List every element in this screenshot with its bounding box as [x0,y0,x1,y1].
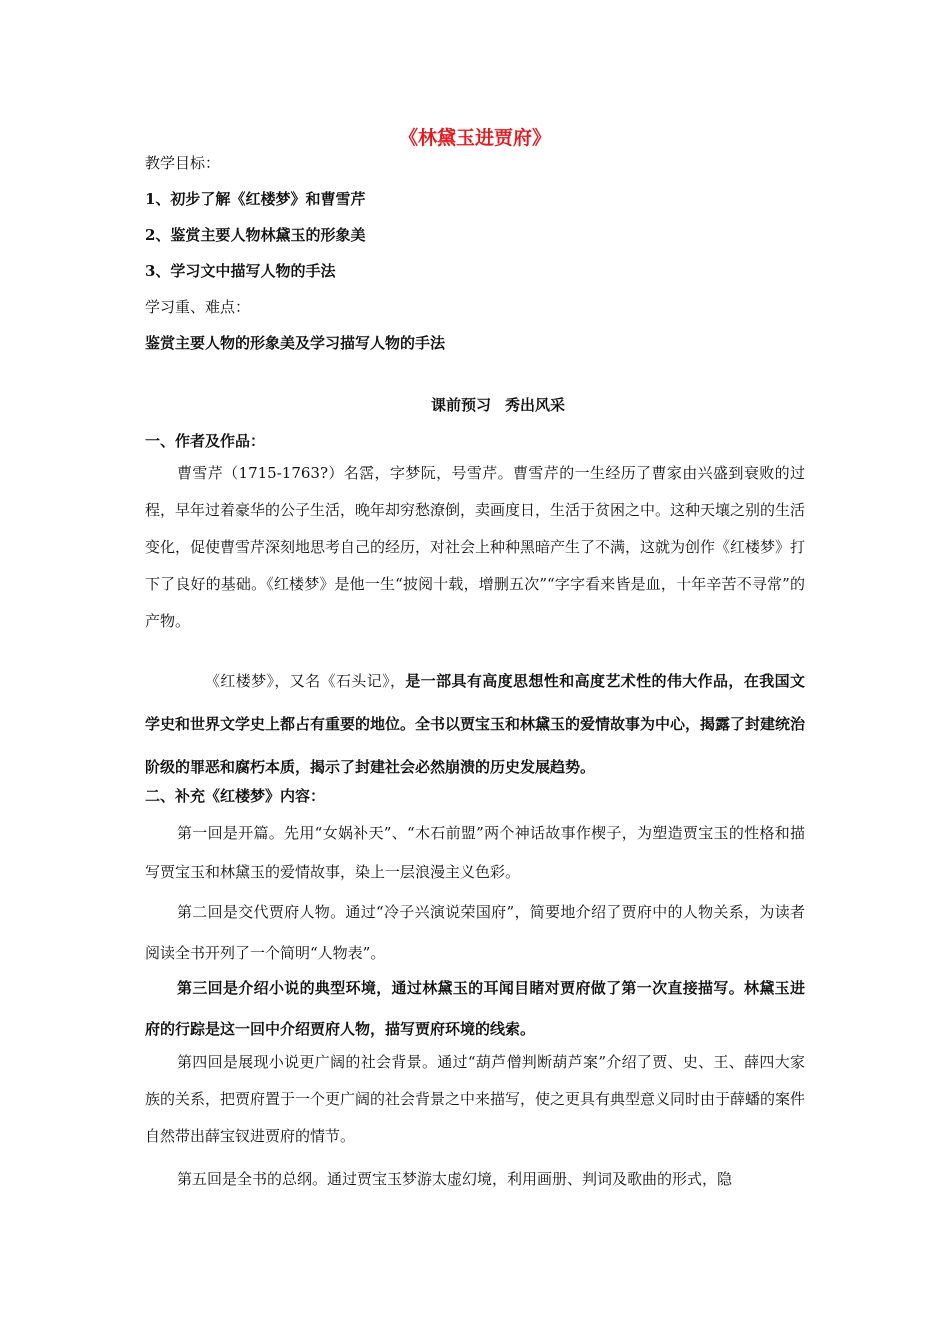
focus-heading: 学习重、难点： [145,298,251,316]
objectives-heading: 教学目标： [145,154,221,172]
section-title-part: 秀出风采 [505,396,566,414]
novel-paragraph-bold: 是一部具有高度思想性和高度艺术性的伟大作品，在我国文学史和世界文学史上都占有重要的地位。全书以贾宝玉和林黛玉的爱情故事为中心，揭露了封建统治阶级的罪恶和腐朽本质，揭示了封建社会必然崩溃的历史发展趋势。 [145,672,806,776]
objective-item: 1、初步了解《红楼梦》和曹雪芹 [145,190,366,208]
chapter-paragraph: 第一回是开篇。先用“女娲补天”、“木石前盟”两个神话故事作楔子，为塑造贾宝玉的性格和描写贾宝玉和林黛玉的爱情故事，染上一层浪漫主义色彩。 [145,824,805,881]
part2-heading: 二、补充《红楼梦》内容： [145,787,326,805]
section-title [0,394,950,416]
chapter-paragraph: 第五回是全书的总纲。通过贾宝玉梦游太虚幻境，利用画册、判词及歌曲的形式，隐 [177,1170,733,1188]
chapter-paragraph-bold: 第三回是介绍小说的典型环境，通过林黛玉的耳闻目睹对贾府做了第一次直接描写。林黛玉进府的行踪是这一回中介绍贾府人物，描写贾府环境的线索。 [145,979,805,1038]
chapter-paragraph: 第二回是交代贾府人物。通过“冷子兴演说荣国府”，简要地介绍了贾府中的人物关系，为读者阅读全书开列了一个简明“人物表”。 [145,903,805,962]
focus-text: 鉴赏主要人物的形象美及学习描写人物的手法 [145,334,446,352]
author-paragraph: 曹雪芹（1715-1763?）名霑，字梦阮，号雪芹。曹雪芹的一生经历了曹家由兴盛到衰败的过程，早年过着豪华的公子生活，晚年却穷愁潦倒，卖画度日，生活于贫困之中。这种天壤之别的生活变化，促使曹雪芹深刻地思考自己的经历，对社会上种种黑暗产生了不满，这就为创作《红楼梦》打下了良好的基础。《红楼梦》是他一生“披阅十载，增删五次”“字字看来皆是血，十年辛苦不寻常”的产物。 [145,464,806,630]
objective-item: 2、鉴赏主要人物林黛玉的形象美 [145,226,366,244]
section-title-part: 课前预习 [430,396,491,414]
part1-heading: 一、作者及作品： [145,432,266,450]
novel-paragraph-normal: 《红楼梦》，又名《石头记》， [205,672,406,690]
document-title: 《林黛玉进贾府》 [398,127,551,149]
chapter-paragraph: 第四回是展现小说更广阔的社会背景。通过“葫芦僧判断葫芦案”介绍了贾、史、王、薛四大家族的关系，把贾府置于一个更广阔的社会背景之中来描写，使之更具有典型意义同时由于薛蟠的案件自然带出薛宝钗进贾府的情节。 [145,1053,806,1145]
novel-paragraph [145,660,805,789]
objective-item: 3、学习文中描写人物的手法 [145,262,336,280]
